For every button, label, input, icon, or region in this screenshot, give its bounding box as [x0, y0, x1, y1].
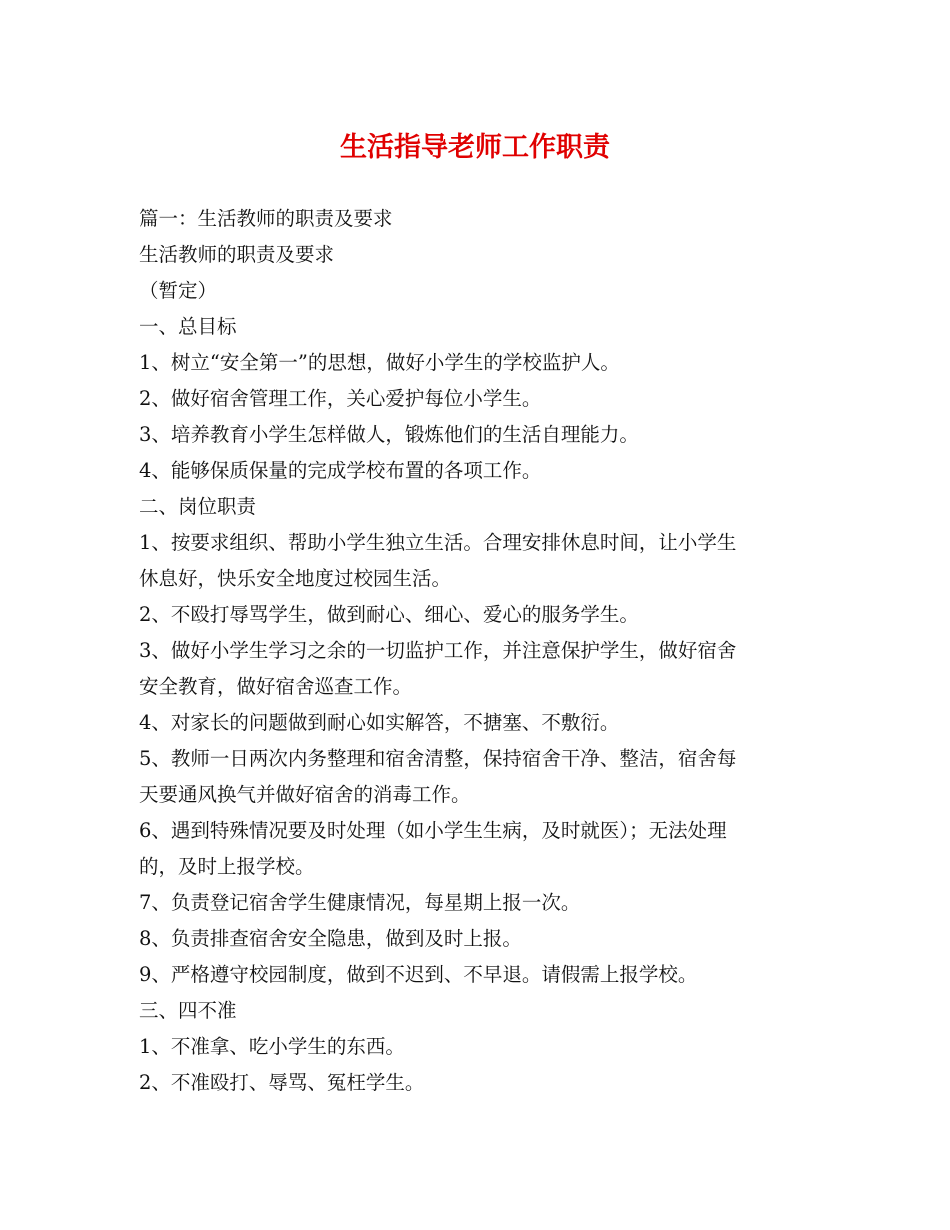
- document-title: 生活指导老师工作职责: [340, 132, 610, 163]
- text-line: 3、培养教育小学生怎样做人，锻炼他们的生活自理能力。: [139, 423, 639, 446]
- text-line: 1、不准拿、吃小学生的东西。: [139, 1035, 405, 1058]
- text-line: （暂定）: [139, 279, 218, 302]
- text-line: 天要通风换气并做好宿舍的消毒工作。: [139, 783, 471, 806]
- text-line: 8、负责排查宿舍安全隐患，做到及时上报。: [139, 927, 522, 950]
- text-line: 二、岗位职责: [139, 495, 257, 518]
- text-line: 一、总目标: [139, 315, 237, 338]
- text-line: 安全教育，做好宿舍巡查工作。: [139, 675, 413, 698]
- text-line: 9、严格遵守校园制度，做到不迟到、不早退。请假需上报学校。: [139, 963, 698, 986]
- text-line: 1、按要求组织、帮助小学生独立生活。合理安排休息时间，让小学生: [139, 531, 737, 554]
- text-line: 4、对家长的问题做到耐心如实解答，不搪塞、不敷衍。: [139, 711, 620, 734]
- text-line: 1、树立“安全第一”的思想，做好小学生的学校监护人。: [139, 351, 620, 374]
- text-line: 4、能够保质保量的完成学校布置的各项工作。: [139, 459, 542, 482]
- text-line: 7、负责登记宿舍学生健康情况，每星期上报一次。: [139, 891, 581, 914]
- document-body: [139, 201, 815, 1101]
- text-line: 篇一：生活教师的职责及要求: [139, 207, 393, 230]
- text-line: 2、不殴打辱骂学生，做到耐心、细心、爱心的服务学生。: [139, 603, 639, 626]
- text-line: 的，及时上报学校。: [139, 855, 315, 878]
- text-line: 5、教师一日两次内务整理和宿舍清整，保持宿舍干净、整洁，宿舍每: [139, 747, 737, 770]
- text-line: 三、四不准: [139, 999, 237, 1022]
- text-line: 2、做好宿舍管理工作，关心爱护每位小学生。: [139, 387, 542, 410]
- text-line: 6、遇到特殊情况要及时处理（如小学生生病，及时就医）；无法处理: [139, 819, 727, 842]
- text-line: 3、做好小学生学习之余的一切监护工作，并注意保护学生，做好宿舍: [139, 639, 737, 662]
- text-line: 生活教师的职责及要求: [139, 243, 335, 266]
- text-line: 2、不准殴打、辱骂、冤枉学生。: [139, 1071, 425, 1094]
- text-line: 休息好，快乐安全地度过校园生活。: [139, 567, 452, 590]
